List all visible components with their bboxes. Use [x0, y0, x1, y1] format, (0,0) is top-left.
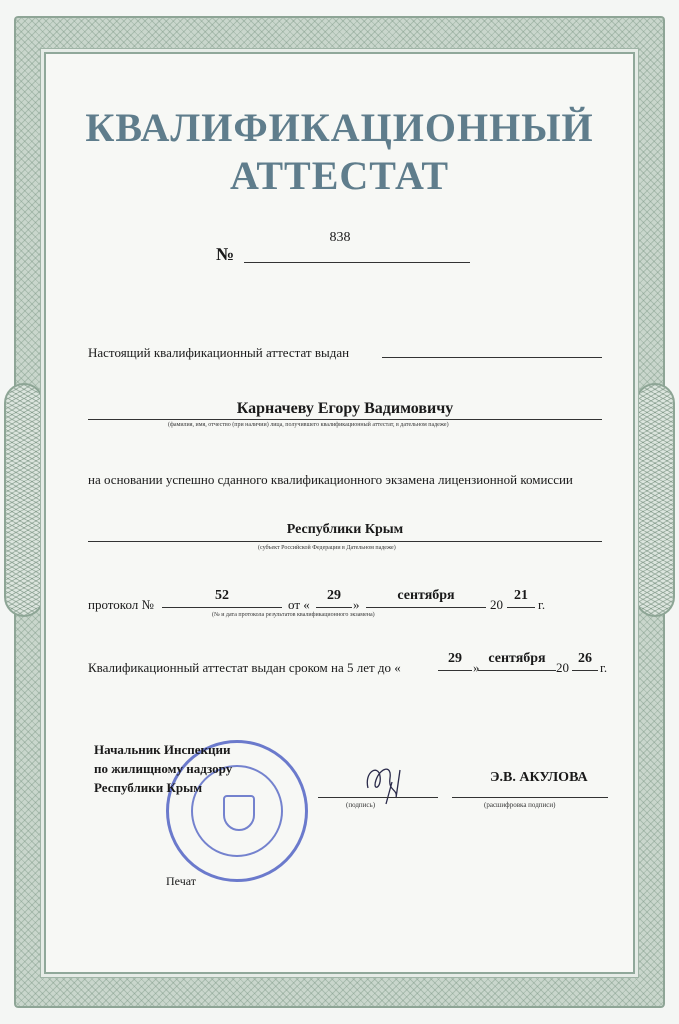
- stamp-label: Печат: [166, 874, 196, 888]
- number-line: [244, 262, 470, 263]
- signatory-position-3: Республики Крым: [94, 780, 203, 795]
- protocol-month: сентября: [397, 588, 455, 603]
- protocol-from: от «: [288, 597, 310, 612]
- protocol-hint: (№ и дата протокола результатов квалификационного экзамена): [212, 612, 375, 618]
- protocol-number-line: [162, 607, 282, 608]
- protocol-year-suffix: г.: [538, 597, 546, 612]
- commission-line: [88, 541, 602, 542]
- recipient-name: Карначеву Егору Вадимовичу: [236, 400, 454, 417]
- signatory-position-2: по жилищному надзору: [94, 761, 233, 776]
- validity-month-line: [478, 670, 556, 671]
- protocol-year-prefix: 20: [490, 597, 503, 612]
- protocol-close-quote: »: [353, 597, 360, 612]
- validity-year: 26: [578, 651, 592, 666]
- validity-year-suffix: г.: [600, 660, 608, 675]
- protocol-year-line: [507, 607, 535, 608]
- validity-day-line: [438, 670, 472, 671]
- validity-close-quote: »: [473, 660, 480, 675]
- protocol-month-line: [366, 607, 486, 608]
- seal-inner-ring: [191, 765, 283, 857]
- signatory-name-line: [452, 797, 608, 798]
- commission-name: Республики Крым: [286, 522, 404, 537]
- validity-day: 29: [448, 651, 462, 666]
- number-label: №: [216, 244, 235, 264]
- signature-hint: (подпись): [346, 801, 376, 809]
- validity-year-prefix: 20: [556, 660, 569, 675]
- recipient-line: [88, 419, 602, 420]
- validity-text: Квалификационный аттестат выдан сроком на 5 лет до «: [88, 660, 401, 675]
- protocol-year: 21: [514, 588, 528, 603]
- protocol-number: 52: [215, 588, 229, 603]
- left-ornament: [6, 385, 42, 615]
- protocol-label: протокол №: [88, 597, 154, 612]
- recipient-hint: (фамилия, имя, отчество (при наличии) лица, получившего квалификационный аттестат, в дательном падеже): [168, 422, 449, 428]
- signatory-name: Э.В. АКУЛОВА: [490, 770, 588, 785]
- protocol-day: 29: [327, 588, 341, 603]
- basis-text: на основании успешно сданного квалификационного экзамена лицензионной комиссии: [88, 472, 573, 487]
- signature-line: [318, 797, 438, 798]
- commission-hint: (субъект Российской Федерации в Дательном падеже): [258, 545, 396, 551]
- signatory-name-hint: (расшифровка подписи): [484, 801, 556, 809]
- protocol-day-line: [316, 607, 352, 608]
- certificate-number: 838: [329, 230, 351, 245]
- right-ornament: [637, 385, 673, 615]
- issued-to-prefix: Настоящий квалификационный аттестат выдан: [88, 345, 350, 360]
- title-line-1: КВАЛИФИКАЦИОННЫЙ: [85, 105, 594, 150]
- validity-year-line: [572, 670, 598, 671]
- validity-month: сентября: [488, 651, 546, 666]
- signatory-position-1: Начальник Инспекции: [94, 742, 231, 757]
- issued-to-line: [382, 357, 602, 358]
- title-line-2: АТТЕСТАТ: [229, 153, 450, 198]
- coat-of-arms-icon: [223, 795, 255, 831]
